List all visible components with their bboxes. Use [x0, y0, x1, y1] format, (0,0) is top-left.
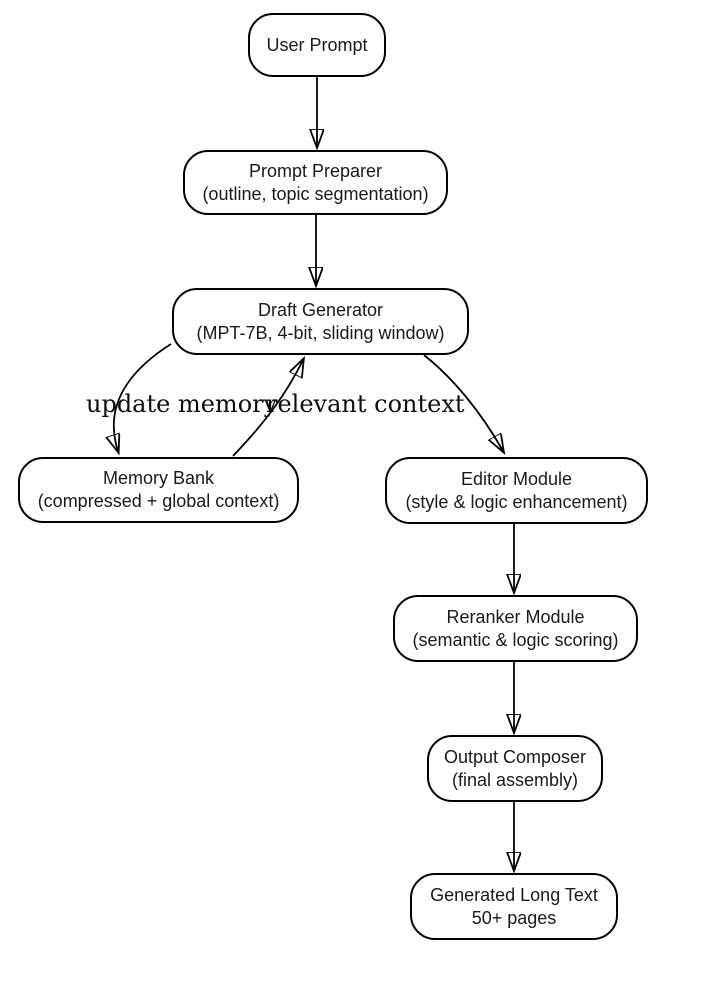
node-generated-long-text-sublabel: 50+ pages — [471, 907, 557, 928]
node-editor-module — [385, 457, 648, 524]
node-reranker-module-label: Reranker Module — [446, 606, 585, 627]
node-generated-long-text — [410, 873, 618, 940]
node-reranker-module — [393, 595, 638, 662]
node-output-composer-sublabel: (final assembly) — [451, 769, 579, 790]
node-editor-module-label: Editor Module — [460, 468, 573, 489]
node-output-composer-label: Output Composer — [443, 746, 587, 767]
node-draft-generator-sublabel: (MPT-7B, 4-bit, sliding window) — [196, 322, 445, 343]
node-editor-module-sublabel: (style & logic enhancement) — [405, 491, 628, 512]
node-output-composer — [427, 735, 603, 802]
node-prompt-preparer-sublabel: (outline, topic segmentation) — [202, 183, 429, 204]
node-draft-generator — [172, 288, 469, 355]
node-prompt-preparer — [183, 150, 448, 215]
node-memory-bank — [18, 457, 299, 523]
node-memory-bank-label: Memory Bank — [102, 468, 215, 488]
node-user-prompt-label: User Prompt — [266, 34, 368, 55]
node-user-prompt — [248, 13, 386, 77]
edge-label-update-memory: update memory — [86, 390, 278, 418]
edge-label-relevant-context: relevant context — [266, 390, 465, 418]
node-memory-bank-sublabel: (compressed + global context) — [37, 491, 280, 511]
node-reranker-module-sublabel: (semantic & logic scoring) — [412, 629, 619, 650]
node-prompt-preparer-label: Prompt Preparer — [248, 160, 383, 181]
node-generated-long-text-label: Generated Long Text — [430, 884, 598, 905]
node-draft-generator-label: Draft Generator — [257, 299, 384, 320]
